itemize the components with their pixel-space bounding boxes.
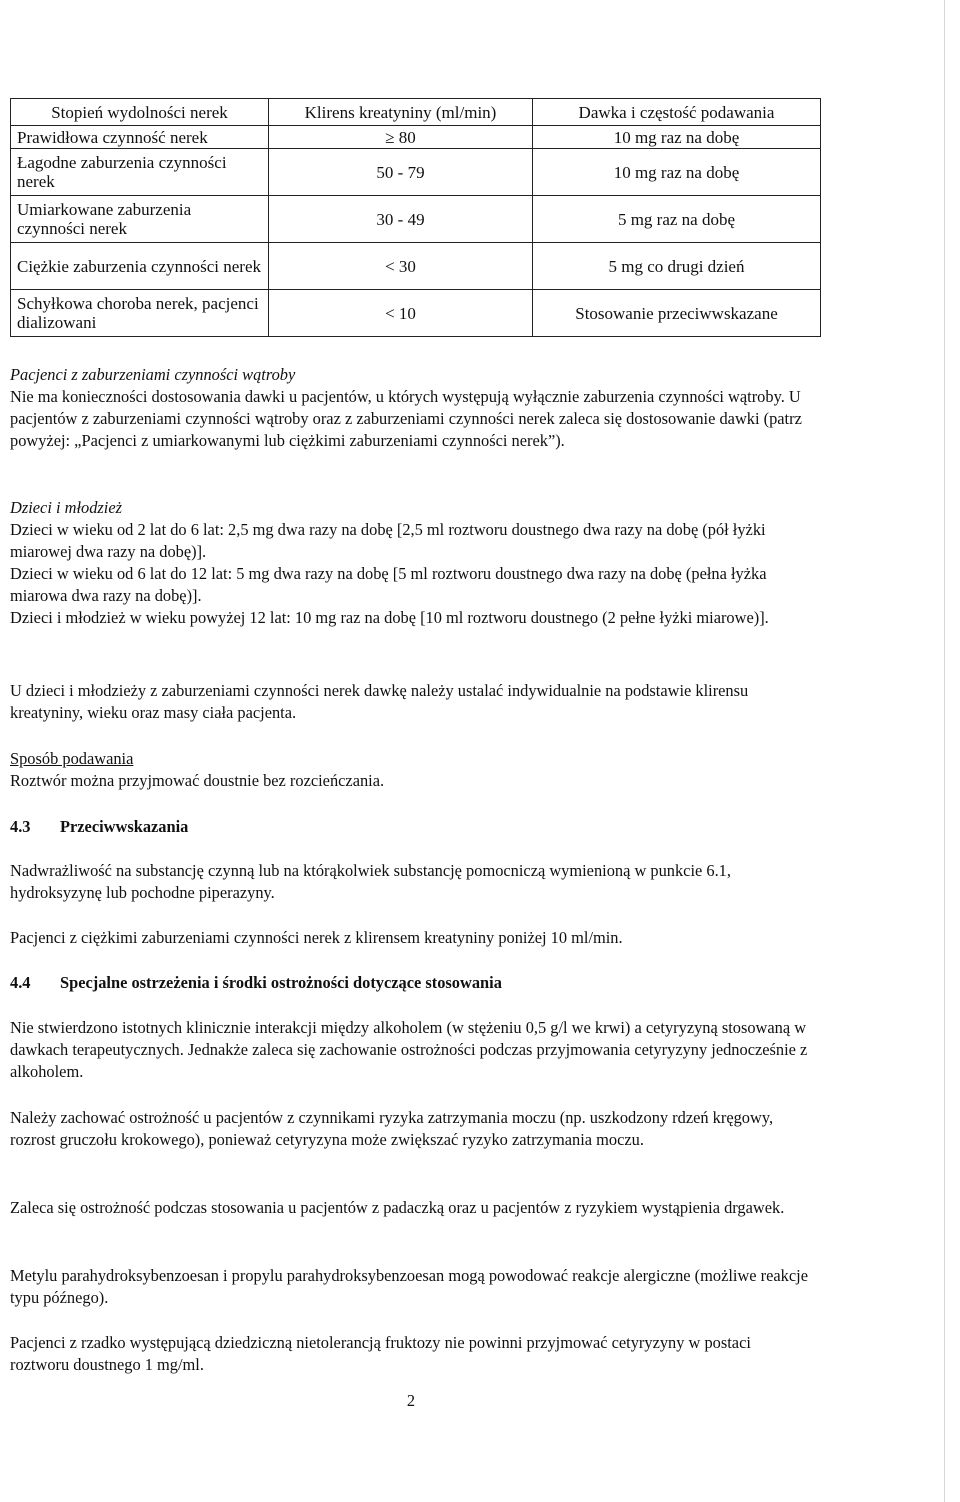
clearance-cell: < 10 — [269, 290, 533, 337]
liver-title: Pacjenci z zaburzeniami czynności wątroby — [10, 365, 296, 384]
contraindications-paragraph — [10, 860, 810, 904]
section-4-4-heading — [10, 972, 810, 994]
children-dose-over-12: Dzieci i młodzież w wieku powyżej 12 lat: 10 mg raz na dobę [10 ml roztworu doustnego (2 pełne łyżki miarowe)]. — [10, 608, 769, 627]
warning-urinary-text: Należy zachować ostrożność u pacjentów z czynnikami ryzyka zatrzymania moczu (np. uszkodzony rdzeń kręgowy, rozrost gruczołu krokowego), ponieważ cetyryzyna może zwiększać ryzyko zatrzymania moczu. — [10, 1108, 774, 1149]
stage-cell: Schyłkowa choroba nerek, pacjenci dializowani — [11, 290, 269, 337]
warning-urinary — [10, 1107, 810, 1151]
section-title: Przeciwwskazania — [60, 817, 189, 836]
warning-parabens-text: Metylu parahydroksybenzoesan i propylu parahydroksybenzoesan mogą powodować reakcje alergiczne (możliwe reakcje typu późnego). — [10, 1266, 808, 1307]
table-row — [11, 126, 821, 149]
warning-alcohol-text: Nie stwierdzono istotnych klinicznie interakcji między alkoholem (w stężeniu 0,5 g/l we krwi) a cetyryzyną stosowaną w dawkach terapeutycznych. Jednakże zaleca się zachowanie ostrożności podczas przyjmowania cetyryzyny jednocześnie z alkoholem. — [10, 1018, 808, 1081]
table-row — [11, 196, 821, 243]
section-number: 4.3 — [10, 817, 31, 836]
header-cell-stage: Stopień wydolności nerek — [11, 99, 269, 126]
children-dose-2-6: Dzieci w wieku od 2 lat do 6 lat: 2,5 mg dwa razy na dobę [2,5 ml roztworu doustnego dwa razy na dobę (pół łyżki miarowej dwa razy na dobę)]. — [10, 520, 766, 561]
warning-fructose-text: Pacjenci z rzadko występującą dziedziczną nietolerancją fruktozy nie powinni przyjmować cetyryzyny w postaci roztworu doustnego 1 mg/ml. — [10, 1333, 751, 1374]
stage-cell: Ciężkie zaburzenia czynności nerek — [11, 243, 269, 290]
dose-cell: 5 mg raz na dobę — [533, 196, 821, 243]
children-section — [10, 497, 810, 629]
renal-dosing-table — [10, 98, 821, 337]
children-renal-note — [10, 680, 810, 724]
warning-fructose — [10, 1332, 810, 1376]
warning-epilepsy-text: Zaleca się ostrożność podczas stosowania u pacjentów z padaczką oraz u pacjentów z ryzykiem wystąpienia drgawek. — [10, 1198, 785, 1217]
table-header-row — [11, 99, 821, 126]
stage-cell: Prawidłowa czynność nerek — [11, 126, 269, 149]
liver-text: Nie ma konieczności dostosowania dawki u pacjentów, u których występują wyłącznie zaburzenia czynności wątroby. U pacjentów z zaburzeniami czynności wątroby oraz z zaburzeniami czynności nerek zaleca się dostosowanie dawki (patrz powyżej: „Pacjenci z umiarkowanymi lub ciężkimi zaburzeniami czynności nerek”). — [10, 387, 802, 450]
contraindications-renal — [10, 927, 810, 949]
contraindications-text: Nadwrażliwość na substancję czynną lub na którąkolwiek substancję pomocniczą wymienioną w punkcie 6.1, hydroksyzynę lub pochodne piperazyny. — [10, 861, 731, 902]
section-4-3-heading — [10, 816, 810, 838]
liver-section — [10, 364, 810, 452]
administration-section — [10, 748, 810, 792]
dose-cell: Stosowanie przeciwwskazane — [533, 290, 821, 337]
dose-cell: 5 mg co drugi dzień — [533, 243, 821, 290]
warning-epilepsy — [10, 1197, 810, 1219]
administration-text: Roztwór można przyjmować doustnie bez rozcieńczania. — [10, 771, 385, 790]
scan-edge-line — [944, 0, 945, 1502]
header-cell-dose: Dawka i częstość podawania — [533, 99, 821, 126]
warning-alcohol — [10, 1017, 810, 1083]
children-renal-text: U dzieci i młodzieży z zaburzeniami czynności nerek dawkę należy ustalać indywidualnie na podstawie klirensu kreatyniny, wieku oraz masy ciała pacjenta. — [10, 681, 749, 722]
clearance-cell: < 30 — [269, 243, 533, 290]
header-cell-clearance: Klirens kreatyniny (ml/min) — [269, 99, 533, 126]
table-row — [11, 149, 821, 196]
section-number: 4.4 — [10, 973, 31, 992]
stage-cell: Umiarkowane zaburzenia czynności nerek — [11, 196, 269, 243]
administration-title: Sposób podawania — [10, 749, 134, 768]
table-row — [11, 290, 821, 337]
stage-cell: Łagodne zaburzenia czynności nerek — [11, 149, 269, 196]
children-title: Dzieci i młodzież — [10, 498, 122, 517]
warning-parabens — [10, 1265, 810, 1309]
clearance-cell: 30 - 49 — [269, 196, 533, 243]
section-title: Specjalne ostrzeżenia i środki ostrożności dotyczące stosowania — [60, 973, 502, 992]
contraindications-renal-text: Pacjenci z ciężkimi zaburzeniami czynności nerek z klirensem kreatyniny poniżej 10 ml/min. — [10, 928, 623, 947]
dose-cell: 10 mg raz na dobę — [533, 149, 821, 196]
page-number: 2 — [406, 1391, 416, 1410]
table-row — [11, 243, 821, 290]
clearance-cell: 50 - 79 — [269, 149, 533, 196]
children-dose-6-12: Dzieci w wieku od 6 lat do 12 lat: 5 mg dwa razy na dobę [5 ml roztworu doustnego dwa razy na dobę (pełna łyżka miarowa dwa razy na dobę)]. — [10, 564, 767, 605]
clearance-cell: ≥ 80 — [269, 126, 533, 149]
dose-cell: 10 mg raz na dobę — [533, 126, 821, 149]
